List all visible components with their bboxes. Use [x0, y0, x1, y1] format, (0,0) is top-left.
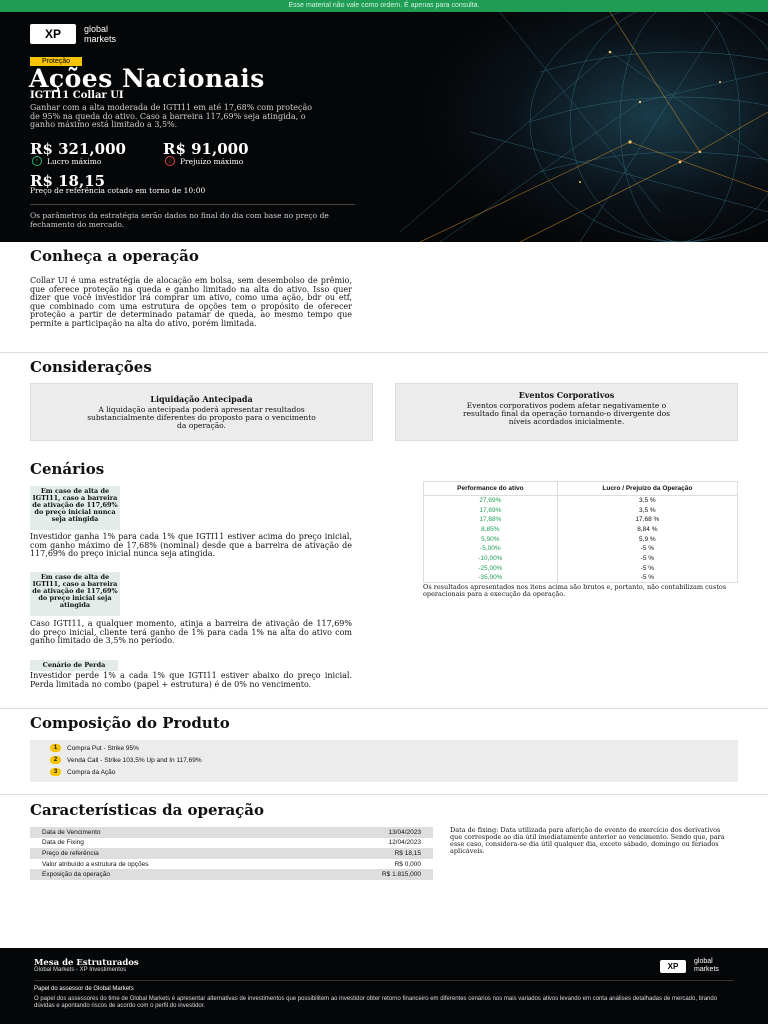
- scenario-text-3: Investidor perde 1% a cada 1% que IGTI11 estiver abaixo do preço inicial. Perda limitada no combo (papel + estrutura) é de 0% no vencimento.: [30, 671, 352, 689]
- composition-item: 1 Compra Put - Strike 95%: [50, 744, 139, 752]
- reference-price-label: Preço de referência cotado em torno de 10:00: [30, 186, 206, 195]
- max-profit-value: R$ 321,000: [30, 140, 126, 158]
- table-row: -35,00% -5 %: [424, 573, 738, 583]
- category-badge: Proteção: [30, 57, 82, 66]
- footer-label: Papel do assessor de Global Markets: [34, 986, 134, 992]
- table-row: 17,69% 3,5 %: [424, 505, 738, 515]
- card-text: Eventos corporativos podem afetar negativamente o resultado final da operação tornando-o divergente dos níveis acordados inicialmente.: [463, 401, 670, 426]
- operation-text: Collar UI é uma estratégia de alocação em bolsa, sem desembolso de prêmio, que oferece proteção na queda e ganho limitado na alta do ativo. Isso quer dizer que você investidor irá comprar um ativo, como uma ação, bdr ou etf, que combinado com uma estrutura de opções tem o propósito de oferecer proteção a partir de determinado patamar de queda, ao mesmo tempo que permite a participação na alta do ativo, porém limitada.: [30, 276, 352, 328]
- table-row: 5,90% 5,9 %: [424, 534, 738, 544]
- table-row: -5,00% -5 %: [424, 544, 738, 554]
- max-loss-label: ↓ Prejuízo máximo: [165, 156, 243, 166]
- arrow-up-icon: ↑: [32, 156, 42, 166]
- xp-logo-mark: XP: [660, 960, 686, 973]
- footer-title: Mesa de Estruturados: [34, 958, 139, 968]
- composition-item: 3 Compra da Ação: [50, 768, 115, 776]
- step-number: 3: [50, 768, 61, 776]
- section-divider: [0, 708, 768, 709]
- table-row: Data de Vencimento 13/04/2023: [30, 827, 433, 838]
- reference-price-value: R$ 18,15: [30, 172, 106, 190]
- brand-name: global markets: [694, 958, 719, 973]
- scenario-text-2: Caso IGTI11, a qualquer momento, atinja a barreira de ativação de 117,69% do preço inicial, cliente terá ganho de 1% para cada 1% na alta do ativo com ganho limitado de 3,5% no período.: [30, 619, 352, 646]
- column-header: Performance do ativo: [424, 482, 558, 496]
- scenario-text-1: Investidor ganha 1% para cada 1% que IGTI11 estiver acima do preço inicial, com ganho máximo de 17,68% (nominal) desde que a barreira de ativação de 117,69% do preço inicial nunca seja atingida.: [30, 532, 352, 559]
- table-row: -25,00% -5 %: [424, 563, 738, 573]
- page-title: Ações Nacionais: [29, 64, 265, 93]
- scenario-tag-1: Em caso de alta de IGTI11, caso a barreira de ativação de 117,69% do preço inicial nunca seja atingida: [30, 486, 120, 530]
- section-divider: [0, 352, 768, 353]
- table-row: 17,68% 17,68 %: [424, 515, 738, 525]
- max-profit-label: ↑ Lucro máximo: [32, 156, 101, 166]
- table-row: 8,85% 8,84 %: [424, 525, 738, 535]
- performance-note: Os resultados apresentados nos itens acima são brutos e, portanto, não contabilizam custos operacionais para a execução da operação.: [423, 583, 727, 598]
- footer-brand-logo: [660, 958, 719, 974]
- card-corporate-events: [395, 383, 738, 441]
- hero-banner: [0, 12, 768, 242]
- characteristics-title: Características da operação: [30, 801, 265, 819]
- composition-box: [30, 740, 738, 782]
- hero-divider: [30, 204, 355, 205]
- arrow-down-icon: ↓: [165, 156, 175, 166]
- xp-logo-mark: XP: [30, 24, 76, 44]
- table-row: -10,00% -5 %: [424, 554, 738, 564]
- card-title: Eventos Corporativos: [518, 390, 615, 400]
- step-number: 1: [50, 744, 61, 752]
- considerations-title: Considerações: [30, 358, 152, 376]
- table-row: Valor atribuído a estrutura de opções R$ 0,000: [30, 859, 433, 870]
- scenario-tag-2: Em caso de alta de IGTI11, caso a barreira de ativação de 117,69% do preço inicial seja atingida: [30, 572, 120, 616]
- disclaimer-bar: Esse material não vale como ordem. É apenas para consulta.: [0, 0, 768, 12]
- scenario-tag-3: Cenário de Perda: [30, 660, 118, 671]
- card-early-settlement: [30, 383, 373, 441]
- table-row: Exposição da operação R$ 1.815,000: [30, 869, 433, 880]
- composition-title: Composição do Produto: [30, 714, 230, 732]
- characteristics-table: [30, 827, 433, 880]
- product-subtitle: IGTI11 Collar UI: [30, 90, 124, 101]
- max-loss-value: R$ 91,000: [163, 140, 249, 158]
- composition-item: 2 Venda Call - Strike 103,5% Up and In 117,69%: [50, 756, 202, 764]
- operation-title: Conheça a operação: [30, 247, 199, 265]
- table-row: Preço de referência R$ 18,15: [30, 848, 433, 859]
- brand-name: global markets: [84, 24, 117, 44]
- table-header-row: [424, 482, 738, 496]
- footer-subtitle: Global Markets - XP Investimentos: [34, 967, 127, 973]
- column-header: Lucro / Prejuízo da Operação: [557, 482, 737, 496]
- table-row: 27,69% 3,5 %: [424, 496, 738, 506]
- scenarios-title: Cenários: [30, 460, 105, 478]
- footer-text: O papel dos assessores do time de Global Markets é apresentar alternativas de investimentos que possibilitem ao investidor obter retorno financeiro em diferentes cenários nos mais variados ativos levando em conta análises detalhadas de mercado, tirando dúvidas e apontando riscos de acordo com o perfil do investidor.: [34, 996, 718, 1009]
- footer: [0, 948, 768, 1024]
- footer-divider: [34, 980, 734, 981]
- card-title: Liquidação Antecipada: [150, 394, 253, 404]
- product-description: Ganhar com a alta moderada de IGTI11 em até 17,68% com proteção de 95% na queda do ativo. Caso a barreira 117,69% seja atingida, o ganho máximo está limitado a 3,5%.: [30, 103, 313, 129]
- step-number: 2: [50, 756, 61, 764]
- card-text: A liquidação antecipada poderá apresentar resultados substancialmente diferentes do proposto para o vencimento da operação.: [87, 405, 316, 430]
- brand-logo: [30, 24, 116, 44]
- network-globe-art: [380, 12, 768, 242]
- section-divider: [0, 794, 768, 795]
- hero-footnote: Os parâmetros da estratégia serão dados no final do dia com base no preço de fechamento do mercado.: [30, 211, 329, 229]
- performance-table: [423, 481, 738, 583]
- table-row: Data de Fixing 12/04/2023: [30, 838, 433, 849]
- fixing-note: Data de fixing: Data utilizada para aferição de evento de exercício dos derivativos que correspode ao dia útil imediatamente anterior ao vencimento. Sendo que, para esse caso, considera-se dia útil qualquer dia, exceto sábado, domingo ou feriados aplicáveis.: [450, 826, 725, 855]
